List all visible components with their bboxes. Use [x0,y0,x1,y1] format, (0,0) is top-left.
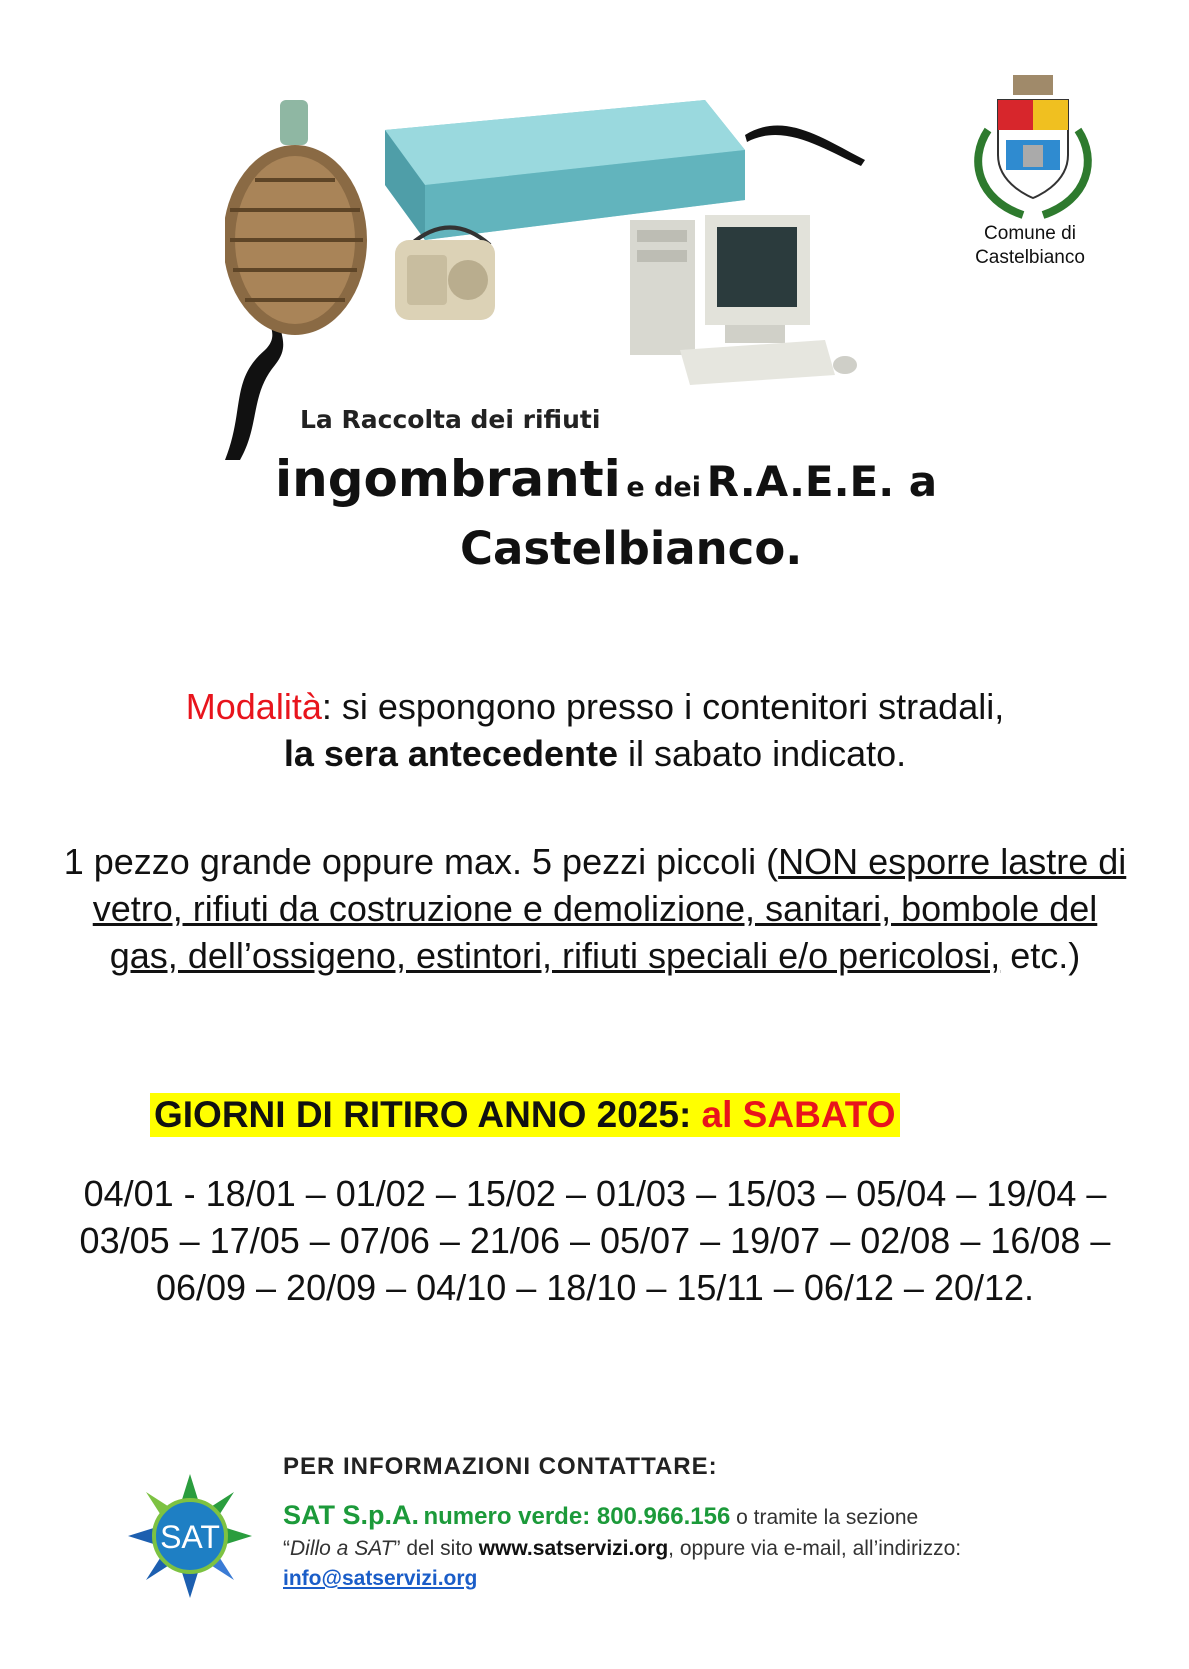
title-line-2 [275,450,937,508]
oppure-text: , oppure via e-mail, all’indirizzo: [668,1537,962,1560]
modalita-paragraph [60,683,1130,777]
website-link[interactable]: www.satservizi.org [478,1537,669,1560]
title-line-1: La Raccolta dei rifiuti [300,405,601,434]
sat-logo-icon [126,1472,254,1600]
company-name: SAT S.p.A. [283,1500,420,1530]
modalita-text-1: : si espongono presso i contenitori stradali, [321,686,1005,727]
radio-image [395,228,495,321]
comune-line-1: Comune di [984,223,1076,244]
email-link[interactable]: info@satservizi.org [283,1567,478,1590]
limits-underlined: NON esporre lastre di vetro, rifiuti da costruzione e demolizione, sanitari, bombole del gas, dell’ossigeno, estintori, rifiuti speciali e/o pericolosi, [92,841,1127,976]
schedule-dates: 04/01 - 18/01 – 01/02 – 15/02 – 01/03 – 15/03 – 05/04 – 19/04 – 03/05 – 17/05 – 07/06 – 21/06 – 05/07 – 19/07 – 02/08 – 16/08 – 06/09 – 20/09 – 04/10 – 18/10 – 15/11 – 06/12 – 20/12. [79,1173,1111,1308]
schedule-heading-text: GIORNI DI RITIRO ANNO 2025: [154,1094,702,1135]
title-ingombranti: ingombranti [275,450,621,508]
limits-end: etc.) [1000,935,1081,976]
dillo-a-sat: Dillo a SAT [290,1537,394,1560]
modalita-bold: la sera antecedente [283,733,618,774]
tramite-text: o tramite la sezione [730,1506,919,1529]
bulky-waste-illustration [225,90,925,510]
info-line-2: “Dillo a SAT” del sito www.satservizi.org, oppure via e-mail, all’indirizzo: [283,1537,962,1560]
title-line-3: Castelbianco. [460,522,803,575]
castelbianco-coat-of-arms-icon [968,70,1098,220]
toll-free-number: numero verde: 800.966.156 [423,1503,731,1530]
info-heading: PER INFORMAZIONI CONTATTARE: [283,1453,718,1480]
info-line-1 [283,1500,918,1531]
schedule-heading-red: al SABATO [701,1094,896,1135]
comune-label [945,222,1115,270]
computer-image [630,215,857,385]
mattress-image [385,100,745,240]
comune-line-2: Castelbianco [975,247,1085,268]
modalita-label: Modalità [185,686,322,727]
demijohn-image [225,100,367,335]
title-raee: R.A.E.E. a [706,457,938,506]
schedule-heading [150,1093,900,1137]
sat-logo-text: SAT [160,1519,220,1555]
limits-intro: 1 pezzo grande oppure max. 5 pezzi piccoli ( [63,841,779,882]
limits-paragraph [60,838,1130,979]
modalita-text-2: il sabato indicato. [618,733,907,774]
title-e-dei: e dei [626,472,701,503]
del-sito-text: del sito [400,1537,479,1560]
